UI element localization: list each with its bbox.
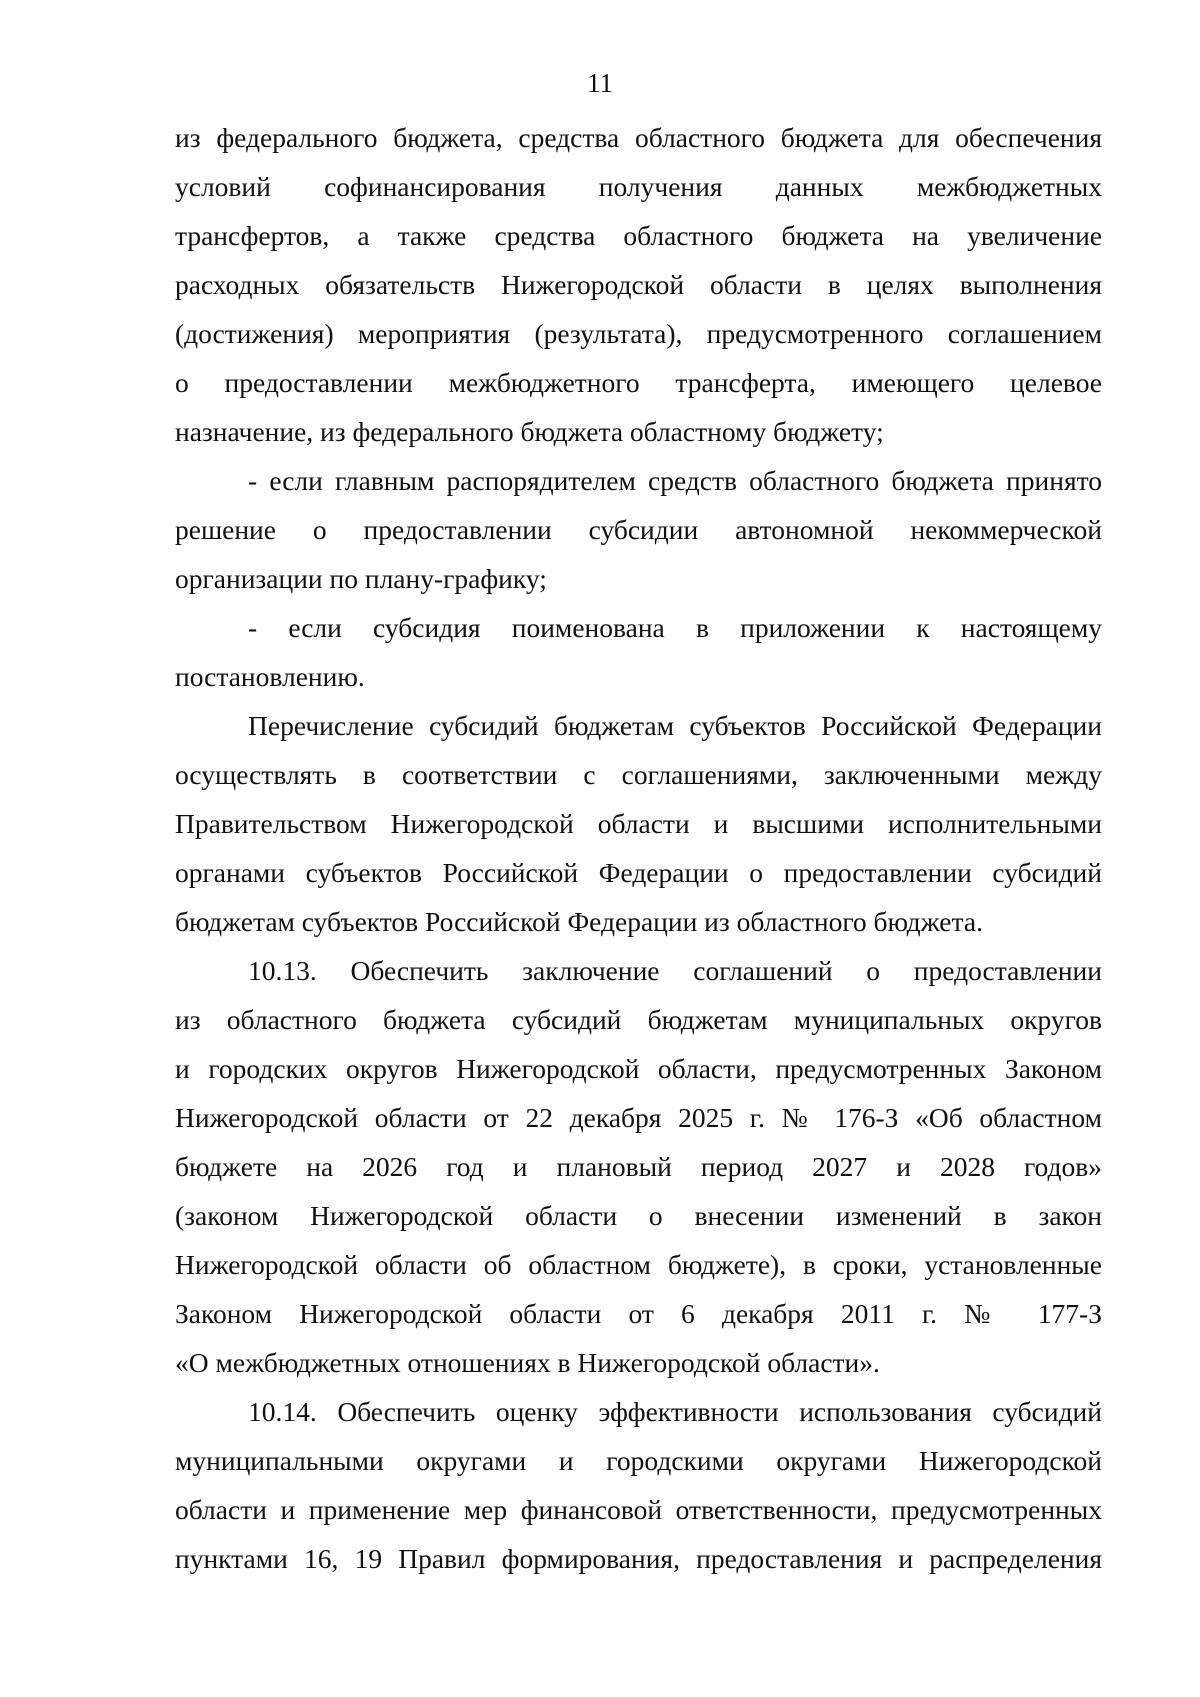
text-line: «О межбюджетных отношениях в Нижегородской области». (175, 1347, 880, 1378)
text-line: 10.14. Обеспечить оценку эффективности использования субсидий (248, 1396, 1102, 1427)
text-line: области и применение мер финансовой ответственности, предусмотренных (175, 1494, 1102, 1525)
text-line: о предоставлении межбюджетного трансферта, имеющего целевое (175, 367, 1102, 398)
text-line: пунктами 16, 19 Правил формирования, предоставления и распределения (175, 1543, 1102, 1574)
text-line: трансфертов, а также средства областного бюджета на увеличение (175, 220, 1102, 251)
text-line: из областного бюджета субсидий бюджетам муниципальных округов (175, 1004, 1102, 1035)
text-line: и городских округов Нижегородской области, предусмотренных Законом (175, 1053, 1102, 1084)
text-line: назначение, из федерального бюджета областному бюджету; (175, 416, 884, 447)
text-line: осуществлять в соответствии с соглашениями, заключенными между (175, 759, 1102, 790)
text-line: муниципальными округами и городскими округами Нижегородской (175, 1445, 1102, 1476)
text-line: постановлению. (175, 661, 365, 692)
paragraph-10-13 (175, 946, 1102, 1387)
text-line: Правительством Нижегородской области и высшими исполнительными (175, 808, 1102, 839)
text-line: организации по плану-графику; (175, 563, 547, 594)
text-line: 10.13. Обеспечить заключение соглашений о предоставлении (248, 955, 1102, 986)
text-line: - если главным распорядителем средств областного бюджета принято (248, 465, 1102, 496)
paragraph-list-item (175, 456, 1102, 603)
text-line: Перечисление субсидий бюджетам субъектов Российской Федерации (248, 710, 1102, 741)
text-line: - если субсидия поименована в приложении к настоящему (248, 612, 1102, 643)
text-line: бюджетам субъектов Российской Федерации из областного бюджета. (175, 906, 983, 937)
text-line: органами субъектов Российской Федерации о предоставлении субсидий (175, 857, 1102, 888)
paragraph-list-item (175, 603, 1102, 701)
text-line: Законом Нижегородской области от 6 декабря 2011 г. № 177-З (175, 1298, 1102, 1329)
text-line: бюджете на 2026 год и плановый период 2027 и 2028 годов» (175, 1151, 1102, 1182)
text-line: расходных обязательств Нижегородской области в целях выполнения (175, 269, 1102, 300)
text-line: (достижения) мероприятия (результата), предусмотренного соглашением (175, 318, 1102, 349)
text-line: Нижегородской области от 22 декабря 2025 г. № 176-З «Об областном (175, 1102, 1102, 1133)
text-line: решение о предоставлении субсидии автономной некоммерческой (175, 514, 1102, 545)
text-line: условий софинансирования получения данных межбюджетных (175, 171, 1102, 202)
paragraph-10-14 (175, 1387, 1102, 1583)
page-number: 11 (587, 68, 613, 98)
paragraph-continuation (175, 113, 1102, 456)
text-line: (законом Нижегородской области о внесении изменений в закон (175, 1200, 1102, 1231)
text-line: из федерального бюджета, средства областного бюджета для обеспечения (175, 122, 1102, 153)
text-line: Нижегородской области об областном бюджете), в сроки, установленные (175, 1249, 1102, 1280)
paragraph-transfer (175, 701, 1102, 946)
document-body (175, 113, 1102, 1583)
